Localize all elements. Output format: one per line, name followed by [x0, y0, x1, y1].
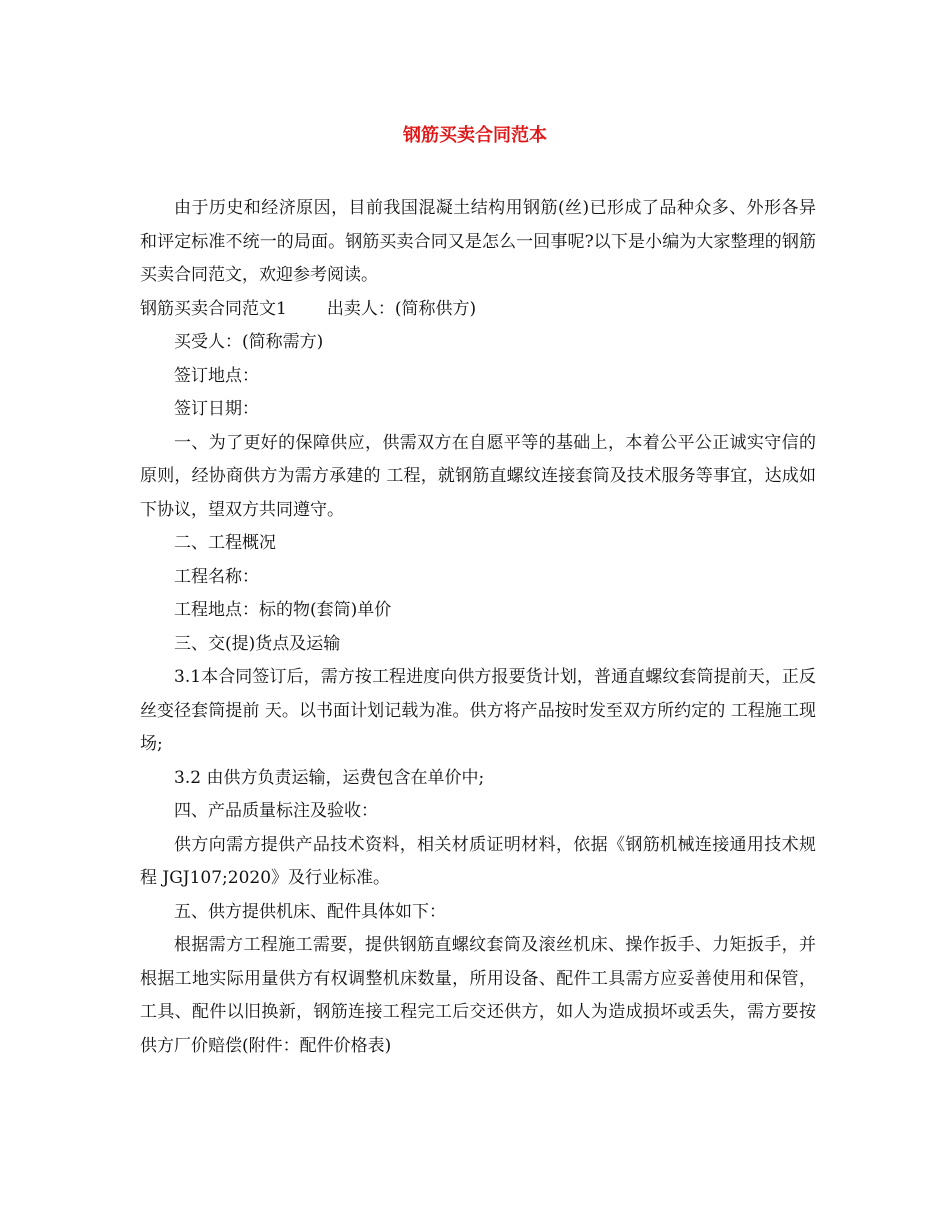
- sample-heading-line: [140, 293, 816, 327]
- clause-2-heading: 二、工程概况: [174, 533, 276, 553]
- clause-5-paragraph: 根据需方工程施工需要，提供钢筋直螺纹套筒及滚丝机床、操作扳手、力矩扳手，并根据工地实际用量供方有权调整机床数量，所用设备、配件工具需方应妥善使用和保管，工具、配件以旧换新，钢筋连接工程完工后交还供方，如人为造成损坏或丢失，需方要按供方厂价赔偿(附件：配件价格表): [140, 935, 816, 1056]
- signing-date-label: 签订日期：: [174, 399, 259, 419]
- clause-1-paragraph: 一、为了更好的保障供应，供需双方在自愿平等的基础上，本着公平公正诚实守信的原则，经协商供方为需方承建的 工程，就钢筋直螺纹连接套筒及技术服务等事宜，达成如下协议，望双方共同遵守。: [140, 432, 816, 520]
- signing-place-label: 签订地点：: [174, 365, 259, 386]
- clause-3-heading: 三、交(提)货点及运输: [174, 633, 341, 654]
- clause-3-2-paragraph: 3.2 由供方负责运输，运费包含在单价中;: [174, 767, 485, 788]
- project-name-label: 工程名称：: [174, 566, 259, 587]
- project-location-label: 工程地点：标的物(套筒)单价: [174, 600, 392, 620]
- clause-3-1-paragraph: 3.1本合同签订后，需方按工程进度向供方报要货计划，普通直螺纹套筒提前天，正反丝变径套筒提前 天。以书面计划记载为准。供方将产品按时发至双方所约定的 工程施工现场;: [140, 667, 816, 754]
- document-title: 钢筋买卖合同范本: [403, 125, 547, 146]
- seller-field-label: 出卖人：(简称供方): [326, 298, 477, 319]
- intro-paragraph: 由于历史和经济原因，目前我国混凝土结构用钢筋(丝)已形成了品种众多、外形各异和评定标准不统一的局面。钢筋买卖合同又是怎么一回事呢?以下是小编为大家整理的钢筋买卖合同范文，欢迎参考阅读。: [140, 198, 816, 285]
- clause-4-paragraph: 供方向需方提供产品技术资料，相关材质证明材料，依据《钢筋机械连接通用技术规程 JGJ107;2020》及行业标准。: [140, 834, 816, 888]
- clause-5-heading: 五、供方提供机床、配件具体如下：: [174, 901, 446, 922]
- document-body: [140, 192, 816, 1063]
- sample-heading-label: 钢筋买卖合同范文1: [140, 298, 287, 319]
- clause-4-heading: 四、产品质量标注及验收：: [174, 801, 378, 821]
- buyer-field-label: 买受人：(简称需方): [174, 332, 324, 352]
